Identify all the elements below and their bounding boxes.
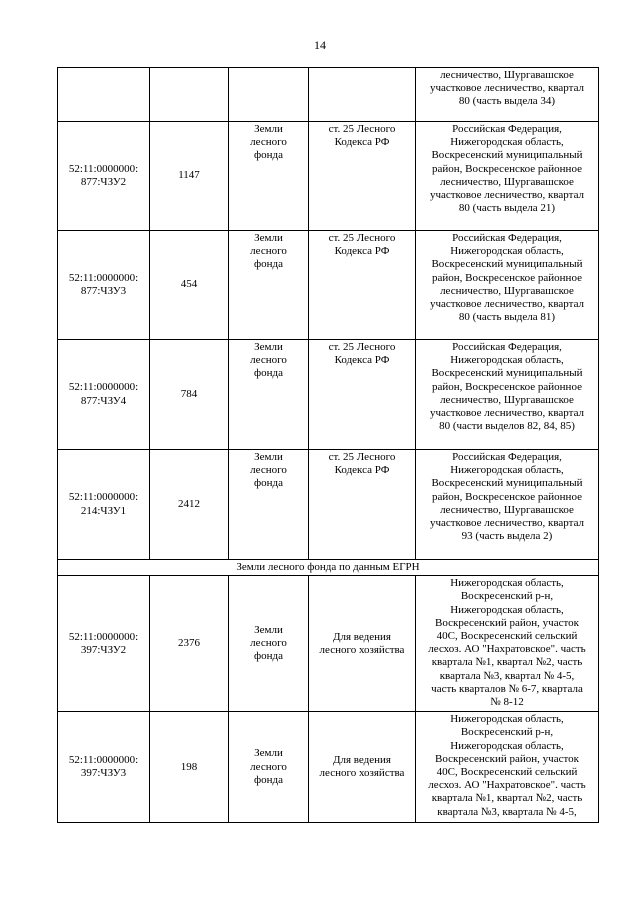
table-row: [58, 576, 599, 712]
basis-line: Кодекса РФ: [334, 464, 390, 477]
location-line: Воскресенский муниципальный: [431, 258, 583, 271]
location-line: Воскресенский муниципальный: [431, 149, 583, 162]
cadastral-number-cell: [58, 340, 150, 450]
land-plots-table: [57, 67, 599, 823]
location-line: район, Воскресенское районное: [432, 380, 582, 393]
location-line: лесничество, Шургавашское: [440, 503, 574, 516]
category-line: лесного: [250, 637, 287, 650]
category-line: Земли: [254, 623, 283, 636]
category-line: Земли: [254, 123, 283, 135]
basis-line: ст. 25 Лесного: [328, 232, 396, 244]
cadastral-number-line: 877:ЧЗУ3: [80, 285, 127, 297]
category-cell: [229, 340, 309, 450]
location-cell: [416, 450, 599, 560]
area-cell: [150, 576, 229, 712]
cadastral-number-cell: [58, 68, 150, 122]
category-line: фонда: [254, 773, 283, 786]
land-use-line: Для ведения: [333, 630, 391, 643]
basis-line: Кодекса РФ: [334, 245, 390, 258]
basis-cell: [309, 450, 416, 560]
location-line: Нижегородская область,: [450, 354, 564, 367]
location-line: лесничество, Шургавашское: [440, 175, 574, 188]
cadastral-number-line: 52:11:0000000:: [68, 271, 139, 284]
category-line: Земли: [254, 232, 283, 244]
location-cell: [416, 231, 599, 340]
location-line: участковое лесничество, квартал: [429, 517, 585, 530]
area-value: 1147: [178, 169, 200, 182]
location-line: лесничество, Шургавашское: [440, 284, 574, 297]
location-line: Нижегородская область,: [450, 245, 564, 258]
category-line: лесного: [250, 245, 287, 258]
cadastral-number-cell: [58, 122, 150, 231]
location-line: участковое лесничество, квартал: [429, 298, 585, 311]
category-line: лесного: [250, 464, 287, 477]
location-line: квартала №1, квартал №2, часть: [431, 792, 583, 805]
basis-cell: [309, 68, 416, 122]
cadastral-number-line: 877:ЧЗУ2: [80, 176, 127, 188]
location-line: лесхоз. АО "Нахратовское". часть: [428, 643, 586, 656]
location-line: квартала №3, квартал № 4-5,: [439, 669, 575, 682]
location-line: 80 (часть выдела 34): [458, 95, 556, 108]
category-line: Земли: [254, 341, 283, 353]
location-line: Нижегородская область,: [450, 739, 564, 752]
location-line: Нижегородская область,: [450, 713, 564, 726]
category-cell: [229, 450, 309, 560]
location-line: Российская Федерация,: [452, 232, 562, 244]
land-use-line: лесного хозяйства: [319, 767, 405, 780]
location-line: участковое лесничество, квартал: [429, 407, 585, 420]
basis-cell: [309, 340, 416, 450]
area-cell: [150, 68, 229, 122]
land-use-cell: [309, 712, 416, 823]
location-cell: [416, 712, 599, 823]
category-cell: [229, 712, 309, 823]
location-line: квартала №1, квартал №2, часть: [431, 656, 583, 669]
location-line: 80 (часть выдела 21): [458, 202, 556, 215]
category-line: фонда: [254, 149, 283, 162]
location-line: квартала №3, квартала № 4-5,: [437, 805, 577, 818]
basis-line: Кодекса РФ: [334, 354, 390, 367]
location-line: часть кварталов № 6-7, квартала: [431, 682, 583, 695]
location-line: Нижегородская область,: [450, 577, 564, 590]
cadastral-number-line: 52:11:0000000:: [68, 491, 139, 504]
location-line: Российская Федерация,: [452, 341, 562, 353]
page-number: 14: [314, 38, 326, 52]
cadastral-number-line: 52:11:0000000:: [68, 381, 139, 394]
basis-cell: [309, 231, 416, 340]
area-cell: [150, 340, 229, 450]
category-line: Земли: [254, 747, 283, 760]
location-line: Воскресенский район, участок: [435, 752, 579, 765]
category-line: фонда: [254, 477, 283, 490]
category-line: фонда: [254, 258, 283, 271]
cadastral-number-cell: [58, 231, 150, 340]
area-value: 2376: [178, 637, 200, 650]
table-row: [58, 340, 599, 450]
location-line: 40С, Воскресенский сельский: [436, 630, 578, 643]
location-line: лесхоз. АО "Нахратовское". часть: [428, 779, 586, 792]
location-line: Воскресенский муниципальный: [431, 367, 583, 380]
area-value: 198: [180, 760, 198, 773]
location-line: Воскресенский муниципальный: [431, 477, 583, 490]
basis-line: ст. 25 Лесного: [328, 123, 396, 135]
location-line: 80 (часть выдела 81): [458, 311, 556, 324]
cadastral-number-line: 397:ЧЗУ3: [80, 767, 127, 780]
area-value: 454: [180, 278, 198, 291]
location-line: Воскресенский р-н,: [460, 590, 554, 603]
location-line: участковое лесничество, квартал: [429, 189, 585, 202]
location-line: № 8-12: [490, 696, 524, 709]
area-value: 2412: [178, 497, 200, 510]
category-line: фонда: [254, 650, 283, 663]
location-line: Нижегородская область,: [450, 136, 564, 149]
location-line: 93 (часть выдела 2): [461, 530, 553, 543]
cadastral-number-line: 877:ЧЗУ4: [80, 394, 127, 407]
land-use-cell: [309, 576, 416, 712]
location-cell: [416, 68, 599, 122]
location-line: Нижегородская область,: [450, 464, 564, 477]
category-cell: [229, 576, 309, 712]
category-line: лесного: [250, 136, 287, 149]
location-cell: [416, 122, 599, 231]
basis-line: ст. 25 Лесного: [328, 451, 396, 463]
land-use-line: лесного хозяйства: [319, 643, 405, 656]
location-line: лесничество, Шургавашское: [440, 393, 574, 406]
category-line: лесного: [250, 760, 287, 773]
cadastral-number-line: 214:ЧЗУ1: [80, 504, 127, 517]
area-value: 784: [180, 387, 198, 400]
cadastral-number-line: 52:11:0000000:: [68, 754, 139, 766]
location-line: Нижегородская область,: [450, 603, 564, 616]
category-cell: [229, 122, 309, 231]
basis-line: ст. 25 Лесного: [328, 341, 396, 353]
table-row: [58, 68, 599, 122]
table-row: [58, 231, 599, 340]
location-line: район, Воскресенское районное: [432, 271, 582, 284]
location-line: 80 (части выделов 82, 84, 85): [439, 420, 575, 433]
table-row: [58, 450, 599, 560]
table-row: [58, 712, 599, 823]
location-line: лесничество, Шургавашское: [440, 69, 574, 81]
cadastral-number-line: 52:11:0000000:: [68, 162, 139, 175]
location-line: район, Воскресенское районное: [432, 490, 582, 503]
category-line: Земли: [254, 451, 283, 463]
area-cell: [150, 231, 229, 340]
location-line: Воскресенский р-н,: [460, 726, 554, 739]
location-line: район, Воскресенское районное: [432, 162, 582, 175]
area-cell: [150, 122, 229, 231]
location-cell: [416, 576, 599, 712]
area-cell: [150, 450, 229, 560]
section-header: Земли лесного фонда по данным ЕГРН: [58, 560, 599, 576]
cadastral-number-line: 52:11:0000000:: [68, 630, 139, 643]
category-line: лесного: [250, 354, 287, 367]
cadastral-number-cell: [58, 450, 150, 560]
land-use-line: Для ведения: [333, 754, 391, 766]
category-cell: [229, 68, 309, 122]
cadastral-number-cell: [58, 712, 150, 823]
basis-cell: [309, 122, 416, 231]
cadastral-number-line: 397:ЧЗУ2: [80, 643, 127, 656]
section-header-row: [58, 560, 599, 576]
location-line: Российская Федерация,: [452, 123, 562, 135]
location-cell: [416, 340, 599, 450]
category-line: фонда: [254, 367, 283, 380]
location-line: Российская Федерация,: [452, 451, 562, 463]
cadastral-number-cell: [58, 576, 150, 712]
location-line: участковое лесничество, квартал: [429, 82, 585, 95]
category-cell: [229, 231, 309, 340]
table-row: [58, 122, 599, 231]
location-line: 40С, Воскресенский сельский: [436, 766, 578, 779]
area-cell: [150, 712, 229, 823]
location-line: Воскресенский район, участок: [435, 616, 579, 629]
basis-line: Кодекса РФ: [334, 136, 390, 149]
